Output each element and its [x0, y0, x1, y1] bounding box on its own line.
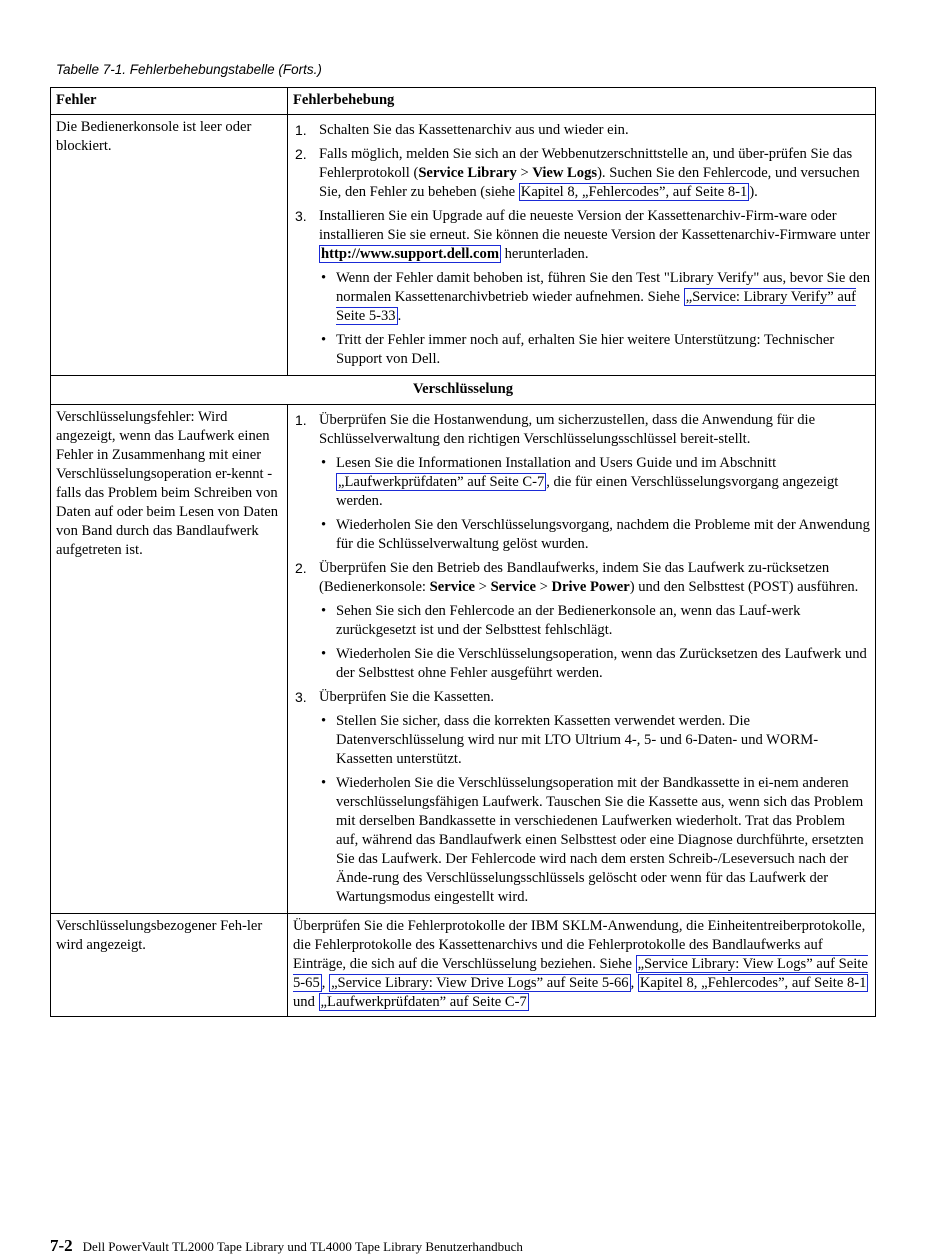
table-caption: Tabelle 7-1. Fehlerbehebungstabelle (Forts.)	[56, 62, 322, 77]
bullet-icon: •	[321, 332, 327, 348]
step-text: ).	[749, 184, 758, 200]
menu-path-bold: View Logs	[532, 165, 598, 181]
table-row	[51, 115, 876, 376]
footer-title: Dell PowerVault TL2000 Tape Library und TL4000 Tape Library Benutzerhandbuch	[82, 1239, 523, 1254]
header-fehlerbehebung: Fehlerbehebung	[288, 88, 876, 115]
bullet-text: Wiederholen Sie die Verschlüsselungsoperation mit der Bandkassette in ei-nem anderen verschlüsselungsfähigen Laufwerk. Tauschen Sie die Kassette aus, wenn sich das Problem mit derselben Bandkassette in verschiedenen Laufwerken wiederholt. Trat das Problem auf, während das Bandlaufwerk einen Selbsttest oder eine Diagnose durchführte, ersetzten Sie das Laufwerk. Der Fehlercode wird nach dem ersten Schreib-/Leseversuch nach der Ände-rung des Verschlüsselungsschlüssels gelöscht oder wenn für das Laufwerk der Wartungsmodus eingestellt wird.	[336, 775, 864, 905]
bullet-text: Stellen Sie sicher, dass die korrekten Kassetten verwendet werden. Die Datenverschlüsselung wird nur mit LTO Ultrium 4-, 5- und 6-Daten- und WORM-Kassetten unterstützt.	[336, 713, 819, 767]
step-text: Überprüfen Sie den Betrieb des Bandlaufwerks, indem Sie das Laufwerk zu-rücksetzen (Bedienerkonsole:	[319, 560, 830, 595]
table-row	[51, 405, 876, 914]
page-number: 7-2	[50, 1236, 73, 1255]
step-number: 2.	[295, 146, 307, 162]
step-text: Überprüfen Sie die Kassetten.	[319, 689, 495, 705]
step-number: 1.	[295, 412, 307, 428]
menu-path-bold: Drive Power	[551, 579, 630, 595]
xref-link-library-verify[interactable]: „Service: Library Verify” auf Seite 5-33	[336, 289, 857, 324]
step-number: 3.	[295, 208, 307, 224]
bullet-text: Wiederholen Sie die Verschlüsselungsoperation, wenn das Zurücksetzen des Laufwerk und der Selbsttest ohne Fehler ausgeführt werden.	[336, 646, 867, 681]
bullet-icon: •	[321, 646, 327, 662]
step-item	[293, 688, 870, 907]
step-item	[293, 121, 870, 140]
bullet-text: , die für einen Verschlüsselungsvorgang angezeigt werden.	[336, 474, 839, 509]
page-footer	[50, 1236, 523, 1256]
solution-cell	[288, 115, 876, 376]
bullet-text: Wiederholen Sie den Verschlüsselungsvorgang, nachdem die Probleme mit der Anwendung für die Schlüsselverwaltung gelöst wurden.	[336, 517, 870, 552]
step-item	[293, 559, 870, 683]
step-text: ). Suchen Sie den Fehlercode, und versuchen Sie, den Fehler zu beheben (siehe	[319, 165, 860, 200]
bullet-icon: •	[321, 270, 327, 286]
step-number: 2.	[295, 560, 307, 576]
solution-cell	[288, 914, 876, 1017]
bullet-text: Wenn der Fehler damit behoben ist, führen Sie den Test "Library Verify" aus, bevor Sie den normalen Kassettenarchivbetrieb wieder aufnehmen. Siehe	[336, 270, 871, 305]
bullet-icon: •	[321, 455, 327, 471]
troubleshooting-table	[50, 87, 876, 1017]
table-row	[51, 914, 876, 1017]
step-number: 3.	[295, 689, 307, 705]
section-row	[51, 376, 876, 405]
support-url-link[interactable]: http://www.support.dell.com	[321, 246, 499, 262]
bullet-item	[319, 269, 870, 326]
bullet-item	[319, 645, 870, 683]
step-text: Schalten Sie das Kassettenarchiv aus und wieder ein.	[319, 122, 629, 138]
step-number: 1.	[295, 122, 307, 138]
step-text: >	[535, 579, 552, 595]
step-text: >	[475, 579, 491, 595]
bullet-item	[319, 454, 870, 511]
solution-text: ,	[630, 975, 638, 991]
bullet-item	[319, 331, 870, 369]
menu-path-bold: Service	[429, 579, 476, 595]
menu-path-bold: Service Library	[418, 165, 517, 181]
step-item	[293, 207, 870, 369]
section-title: Verschlüsselung	[51, 376, 876, 405]
bullet-icon: •	[321, 713, 327, 729]
xref-link-fehlercodes[interactable]: Kapitel 8, „Fehlercodes”, auf Seite 8-1	[639, 975, 867, 991]
solution-text: und	[293, 994, 319, 1010]
bullet-text: Sehen Sie sich den Fehlercode an der Bedienerkonsole an, wenn das Lauf-werk zurückgesetzt ist und der Selbsttest fehlschlägt.	[336, 603, 801, 638]
bullet-icon: •	[321, 775, 327, 791]
table-header-row	[51, 88, 876, 115]
problem-cell: Verschlüsselungsfehler: Wird angezeigt, wenn das Laufwerk einen Fehler in Zusammenhang mit einer Verschlüsselungsoperation er-kennt - falls das Problem beim Schreiben von Daten auf oder beim Lesen von Daten von Band durch das Bandlaufwerk aufgetreten ist.	[51, 405, 288, 914]
menu-path-bold: Service	[490, 579, 536, 595]
step-text: Falls möglich, melden Sie sich an der Webbenutzerschnittstelle an, und über-prüfen Sie das Fehlerprotokoll (	[319, 146, 853, 181]
step-text: herunterladen.	[500, 246, 589, 262]
xref-link-view-drive-logs[interactable]: „Service Library: View Drive Logs” auf Seite 5-66	[331, 975, 629, 991]
xref-link-fehlercodes[interactable]: Kapitel 8, „Fehlercodes”, auf Seite 8-1	[520, 184, 748, 200]
step-text: ) und den Selbsttest (POST) ausführen.	[629, 579, 859, 595]
bullet-text: Tritt der Fehler immer noch auf, erhalten Sie hier weitere Unterstützung: Technischer Support von Dell.	[336, 332, 835, 367]
step-item	[293, 145, 870, 202]
bullet-item	[319, 516, 870, 554]
step-text: Überprüfen Sie die Hostanwendung, um sicherzustellen, dass die Anwendung für die Schlüsselverwaltung den richtigen Verschlüsselungsschlüssel bereit-stellt.	[319, 412, 816, 447]
bullet-text: .	[397, 308, 402, 324]
xref-link-laufwerkpruefdaten[interactable]: „Laufwerkprüfdaten” auf Seite C-7	[338, 474, 545, 490]
solution-text: Überprüfen Sie die Fehlerprotokolle der IBM SKLM-Anwendung, die Einheitentreiberprotokolle, die Fehlerprotokolle des Kassettenarchivs und die Fehlerprotokolle des Bandlaufwerks auf Einträge, die sich auf die Verschlüsselung beziehen. Siehe	[293, 918, 866, 972]
problem-cell: Verschlüsselungsbezogener Feh-ler wird angezeigt.	[51, 914, 288, 1017]
bullet-icon: •	[321, 603, 327, 619]
xref-link-view-logs[interactable]: „Service Library: View Logs” auf Seite 5-65	[293, 956, 868, 991]
step-text: >	[516, 165, 533, 181]
bullet-icon: •	[321, 517, 327, 533]
xref-link-laufwerkpruefdaten[interactable]: „Laufwerkprüfdaten” auf Seite C-7	[320, 994, 527, 1010]
problem-cell: Die Bedienerkonsole ist leer oder blockiert.	[51, 115, 288, 376]
bullet-text: Lesen Sie die Informationen Installation and Users Guide und im Abschnitt	[336, 455, 777, 471]
bullet-item	[319, 602, 870, 640]
bullet-item	[319, 712, 870, 769]
step-item	[293, 411, 870, 554]
header-fehler: Fehler	[51, 88, 288, 115]
solution-text: ,	[321, 975, 330, 991]
solution-cell	[288, 405, 876, 914]
bullet-item	[319, 774, 870, 907]
step-text: Installieren Sie ein Upgrade auf die neueste Version der Kassettenarchiv-Firm-ware oder installieren Sie sie erneut. Sie können die neueste Version der Kassettenarchiv-Firmware unter	[319, 208, 870, 243]
